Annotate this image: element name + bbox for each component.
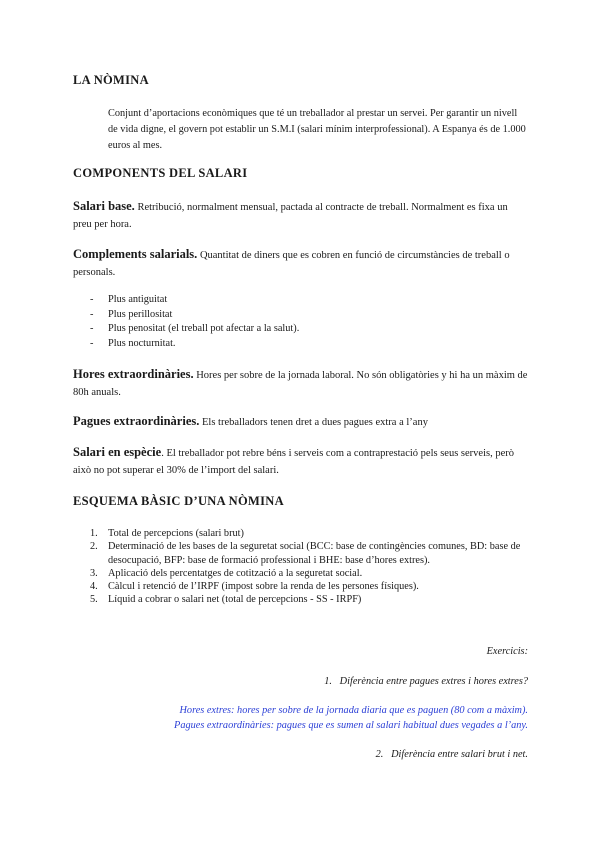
- answer-line-2: Pagues extraordinàries: pagues que es sumen al salari habitual dues vegades a l’any.: [174, 720, 528, 731]
- exercise-question-1: [324, 674, 528, 689]
- list-item-text: Aplicació dels percentatges de cotització a la seguretat social.: [108, 567, 363, 579]
- term-pagues-extra: Pagues extraordinàries.: [73, 414, 200, 428]
- paragraph-complements: [73, 246, 528, 281]
- exercicis-title: Exercicis:: [486, 646, 528, 657]
- list-item: [90, 593, 530, 606]
- bullet-dash: -: [90, 323, 94, 334]
- heading-la-nomina: LA NÒMINA: [73, 73, 149, 87]
- answer-line-1: Hores extres: hores per sobre de la jornada diaria que es paguen (80 com a màxim).: [179, 705, 528, 716]
- exercise-question-2: [376, 747, 528, 762]
- paragraph-salari-base: [73, 198, 528, 233]
- text-complements: Quantitat de diners que es cobren en funció de circumstàncies de treball o personals.: [73, 250, 510, 278]
- list-item: [90, 293, 299, 308]
- list-item-text: Plus perillositat: [108, 308, 173, 320]
- list-item: [90, 337, 299, 352]
- list-item-text: Determinació de les bases de la seguretat social (BCC: base de contingències comunes, BD: base de desocupació, BFP: base de formació professional i BHE: base d’hores extres).: [108, 541, 521, 566]
- list-item: [90, 567, 530, 580]
- item-number: 4.: [90, 581, 98, 593]
- list-item-text: Càlcul i retenció de l’IRPF (impost sobre la renda de les persones físiques).: [108, 581, 419, 593]
- list-item: [90, 540, 530, 567]
- term-salari-base: Salari base.: [73, 199, 135, 213]
- list-item-text: Plus nocturnitat.: [108, 337, 176, 349]
- term-complements: Complements salarials.: [73, 247, 198, 261]
- list-item: [90, 308, 299, 323]
- item-number: 2.: [90, 541, 98, 553]
- question-number: 2.: [375, 749, 384, 760]
- term-hores-extra: Hores extraordinàries.: [73, 367, 194, 381]
- item-number: 5.: [90, 594, 98, 606]
- paragraph-hores-extra: [73, 366, 528, 401]
- item-number: 3.: [90, 567, 98, 579]
- question-text: Diferència entre salari brut i net.: [391, 749, 528, 760]
- bullet-dash: -: [90, 294, 94, 305]
- esquema-list: [90, 527, 530, 607]
- list-item: [90, 322, 299, 337]
- text-salari-especie: . El treballador pot rebre béns i serveis com a contraprestació pels seus serveis, però això no pot superar el 30% de l’import del salari.: [73, 448, 514, 476]
- text-pagues-extra: Els treballadors tenen dret a dues pagues extra a l’any: [199, 417, 428, 428]
- bullet-dash: -: [90, 308, 94, 320]
- bullet-dash: -: [90, 337, 94, 349]
- paragraph-salari-especie: [73, 444, 528, 479]
- item-number: 1.: [90, 528, 98, 539]
- text-hores-extra: Hores per sobre de la jornada laboral. No són obligatòries y hi ha un màxim de 80h anuals.: [73, 370, 528, 398]
- list-item-text: Plus antiguitat: [108, 294, 168, 305]
- nomina-definition: Conjunt d’aportacions econòmiques que té un treballador al prestar un servei. Per garantir un nivell de vida digne, el govern pot establir un S.M.I (salari mínim interprofessional). A Espanya és de 1.000 euros al mes.: [108, 108, 526, 151]
- list-item-text: Líquid a cobrar o salari net (total de percepcions - SS - IRPF): [108, 594, 362, 606]
- question-text: Diferència entre pagues extres i hores extres?: [339, 676, 528, 687]
- list-item-text: Plus penositat (el treball pot afectar a la salut).: [108, 323, 300, 334]
- complements-list: [90, 293, 299, 351]
- heading-esquema-nomina: ESQUEMA BÀSIC D’UNA NÒMINA: [73, 494, 284, 508]
- list-item: [90, 580, 530, 593]
- heading-components-salari: COMPONENTS DEL SALARI: [73, 166, 248, 180]
- list-item-text: Total de percepcions (salari brut): [108, 528, 244, 539]
- list-item: [90, 527, 530, 540]
- term-salari-especie: Salari en espècie: [73, 445, 162, 459]
- text-salari-base: Retribució, normalment mensual, pactada al contracte de treball. Normalment es fixa un preu per hora.: [73, 202, 508, 230]
- paragraph-pagues-extra: [73, 413, 528, 431]
- question-number: 1.: [324, 676, 332, 687]
